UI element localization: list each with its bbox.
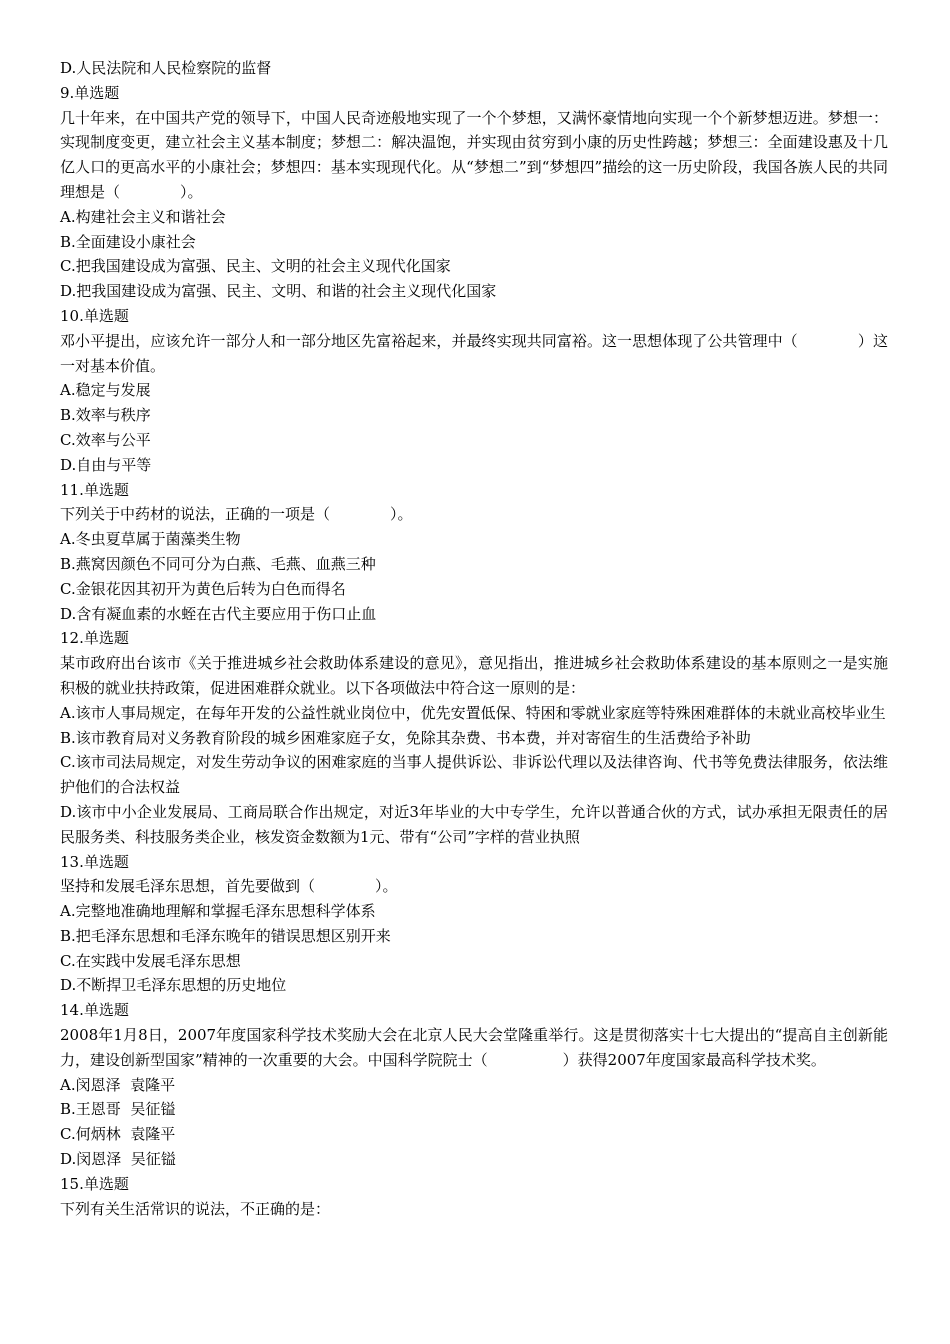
option-b: B.该市教育局对义务教育阶段的城乡困难家庭子女，免除其杂费、书本费，并对寄宿生的生活费给予补助	[60, 728, 751, 747]
option-b: B.把毛泽东思想和毛泽东晚年的错误思想区别开来	[60, 926, 391, 945]
option-d: D.不断捍卫毛泽东思想的历史地位	[60, 976, 287, 995]
option-a: A.构建社会主义和谐社会	[60, 207, 226, 226]
document-page	[60, 56, 888, 1221]
option-c: C.金银花因其初开为黄色后转为白色而得名	[60, 579, 346, 598]
option-a: A.闵恩泽 袁隆平	[60, 1075, 176, 1094]
question-header: 15.单选题	[60, 1174, 129, 1193]
option-a: A.该市人事局规定，在每年开发的公益性就业岗位中，优先安置低保、特困和零就业家庭等特殊困难群体的未就业高校毕业生	[60, 703, 886, 722]
option-b: B.燕窝因颜色不同可分为白燕、毛燕、血燕三种	[60, 554, 376, 573]
question-header: 12.单选题	[60, 629, 129, 648]
question-header: 9.单选题	[60, 83, 120, 102]
question-10	[60, 304, 888, 478]
question-stem: 2008年1月8日，2007年度国家科学技术奖励大会在北京人民大会堂隆重举行。这是贯彻落实十七大提出的“提高自主创新能力，建设创新型国家”精神的一次重要的大会。中国科学院院士（ ）获得2007年度国家最高科学技术奖。	[60, 1026, 888, 1069]
option-c: C.效率与公平	[60, 430, 151, 449]
question-header: 10.单选题	[60, 306, 129, 325]
option-d: D.自由与平等	[60, 455, 152, 474]
question-13	[60, 850, 888, 999]
option-c: C.把我国建设成为富强、民主、文明的社会主义现代化国家	[60, 257, 451, 276]
option-d: D.把我国建设成为富强、民主、文明、和谐的社会主义现代化国家	[60, 282, 497, 301]
option-b: B.王恩哥 吴征镒	[60, 1100, 176, 1119]
question-stem: 某市政府出台该市《关于推进城乡社会救助体系建设的意见》，意见指出，推进城乡社会救助体系建设的基本原则之一是实施积极的就业扶持政策，促进困难群众就业。以下各项做法中符合这一原则的是：	[60, 654, 888, 697]
question-stem: 几十年来，在中国共产党的领导下，中国人民奇迹般地实现了一个个梦想，又满怀豪情地向实现一个个新梦想迈进。梦想一：实现制度变更，建立社会主义基本制度；梦想二：解决温饱，并实现由贫穷到小康的历史性跨越；梦想三：全面建设惠及十几亿人口的更高水平的小康社会；梦想四：基本实现现代化。从“梦想二”到“梦想四”描绘的这一历史阶段，我国各族人民的共同理想是（ ）。	[60, 108, 888, 201]
option-c: C.在实践中发展毛泽东思想	[60, 951, 241, 970]
question-header: 11.单选题	[60, 480, 129, 499]
question-11	[60, 478, 888, 627]
option-c: C.何炳林 袁隆平	[60, 1125, 176, 1144]
question-stem: 下列有关生活常识的说法，不正确的是：	[60, 1199, 331, 1218]
option-d: D.含有凝血素的水蛭在古代主要应用于伤口止血	[60, 604, 377, 623]
option-a: A.冬虫夏草属于菌藻类生物	[60, 530, 241, 549]
option-a: A.稳定与发展	[60, 381, 151, 400]
question-15	[60, 1172, 888, 1222]
question-header: 14.单选题	[60, 1001, 129, 1020]
option-d: D.该市中小企业发展局、工商局联合作出规定，对近3年毕业的大中专学生，允许以普通合伙的方式，试办承担无限责任的居民服务类、科技服务类企业，核发资金数额为1元、带有“公司”字样的营业执照	[60, 802, 888, 846]
question-stem: 邓小平提出，应该允许一部分人和一部分地区先富裕起来，并最终实现共同富裕。这一思想体现了公共管理中（ ）这一对基本价值。	[60, 331, 888, 375]
question-9	[60, 81, 888, 304]
option-d: D.闵恩泽 吴征镒	[60, 1150, 176, 1169]
question-stem: 坚持和发展毛泽东思想，首先要做到（ ）。	[60, 877, 398, 896]
question-12	[60, 626, 888, 849]
question-14	[60, 998, 888, 1172]
option-c: C.该市司法局规定，对发生劳动争议的困难家庭的当事人提供诉讼、非诉讼代理以及法律咨询、代书等免费法律服务，依法维护他们的合法权益	[60, 753, 888, 797]
option-a: A.完整地准确地理解和掌握毛泽东思想科学体系	[60, 902, 376, 921]
question-stem: 下列关于中药材的说法，正确的一项是（ ）。	[60, 505, 413, 524]
question-header: 13.单选题	[60, 852, 129, 871]
option-b: B.效率与秩序	[60, 406, 151, 425]
q8-option-d: D.人民法院和人民检察院的监督	[60, 59, 272, 77]
option-b: B.全面建设小康社会	[60, 232, 196, 251]
